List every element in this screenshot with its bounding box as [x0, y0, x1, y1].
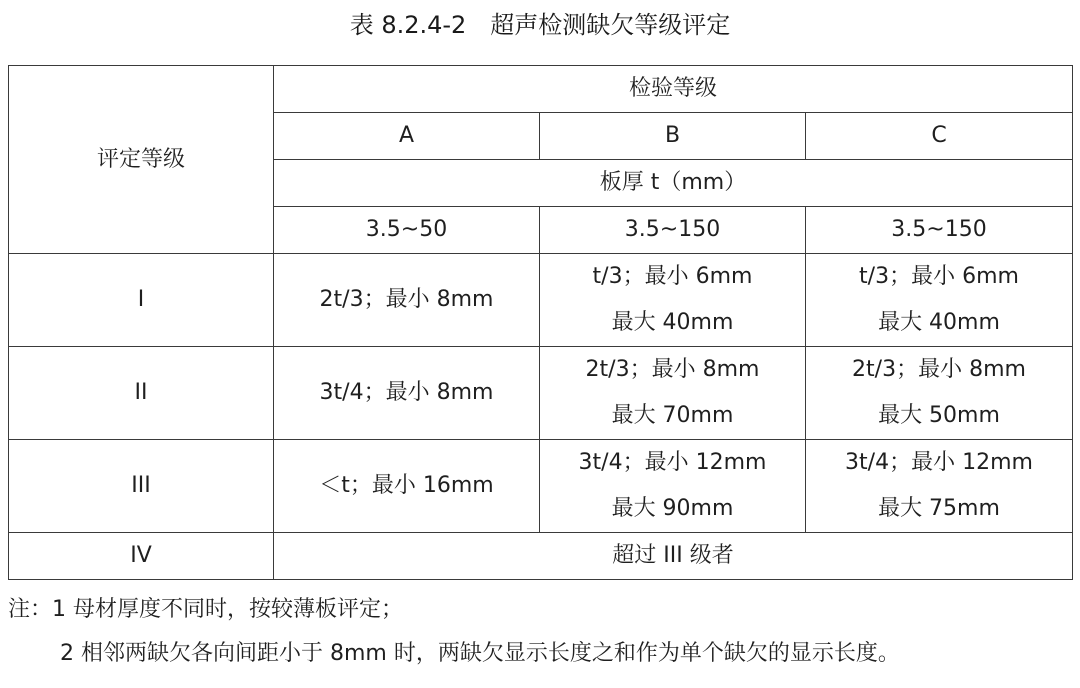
- thickness-range-c: 3.5~150: [806, 207, 1073, 254]
- cell-text: 最大 70mm: [611, 403, 734, 428]
- cell-text: 2t/3；最小 8mm: [852, 357, 1026, 382]
- cell-text: t/3；最小 6mm: [592, 264, 753, 289]
- cell-text: 最大 90mm: [611, 496, 734, 521]
- level-b-header: B: [540, 113, 806, 160]
- thickness-range-a: 3.5~50: [274, 207, 540, 254]
- cell-text: 最大 50mm: [878, 403, 1000, 428]
- level-a-header: A: [274, 113, 540, 160]
- level-c-header: C: [806, 113, 1073, 160]
- cell-text: 最大 40mm: [878, 310, 1000, 335]
- inspection-level-header: 检验等级: [274, 66, 1073, 113]
- cell-text: 2t/3；最小 8mm: [319, 287, 494, 312]
- level-a-cell: [274, 440, 540, 533]
- cell-text: t/3；最小 6mm: [859, 264, 1019, 289]
- table-row: [9, 347, 1073, 440]
- grade-cell: IV: [9, 533, 274, 580]
- level-b-cell: [540, 440, 806, 533]
- cell-text: 最大 40mm: [611, 310, 734, 335]
- grade-cell: III: [9, 440, 274, 533]
- cell-text: 3t/4；最小 8mm: [319, 380, 494, 405]
- level-b-cell: [540, 254, 806, 347]
- table-notes: [8, 588, 1078, 676]
- level-c-cell: [806, 254, 1073, 347]
- grade-cell: II: [9, 347, 274, 440]
- level-b-cell: [540, 347, 806, 440]
- level-c-cell: [806, 440, 1073, 533]
- cell-text: 3t/4；最小 12mm: [845, 450, 1033, 475]
- defect-grade-table: [8, 65, 1073, 580]
- header-row-inspection-level: [9, 66, 1073, 113]
- cell-text: 最大 75mm: [878, 496, 1000, 521]
- table-row: [9, 533, 1073, 580]
- corner-header-cell: 评定等级: [9, 66, 274, 254]
- level-a-cell: [274, 254, 540, 347]
- cell-text: ＜t；最小 16mm: [319, 473, 494, 498]
- grade-cell: I: [9, 254, 274, 347]
- thickness-header: 板厚 t（mm）: [274, 160, 1073, 207]
- grade-iv-description: 超过 III 级者: [274, 533, 1073, 580]
- note-2: 2 相邻两缺欠各向间距小于 8mm 时，两缺欠显示长度之和作为单个缺欠的显示长度。: [60, 641, 900, 666]
- cell-text: 2t/3；最小 8mm: [585, 357, 760, 382]
- note-1: 注：1 母材厚度不同时，按较薄板评定；: [8, 597, 403, 622]
- level-a-cell: [274, 347, 540, 440]
- table-title: 表 8.2.4-2 超声检测缺欠等级评定: [349, 11, 731, 39]
- table-row: [9, 254, 1073, 347]
- cell-text: 3t/4；最小 12mm: [578, 450, 767, 475]
- level-c-cell: [806, 347, 1073, 440]
- thickness-range-b: 3.5~150: [540, 207, 806, 254]
- table-row: [9, 440, 1073, 533]
